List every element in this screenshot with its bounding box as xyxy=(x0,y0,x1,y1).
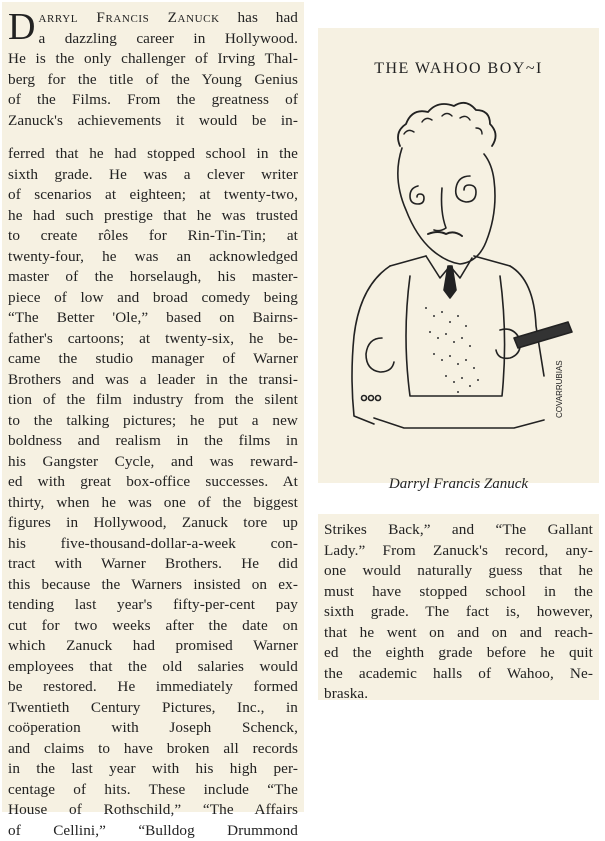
right-text-block xyxy=(318,514,599,700)
text-line: his Gangster Cycle, and was reward- xyxy=(8,452,298,473)
main-paragraph xyxy=(8,144,298,841)
stipple-pattern xyxy=(425,307,479,393)
text-line: Lady.” From Zanuck's record, any- xyxy=(324,541,593,562)
closing-paragraph xyxy=(324,520,593,705)
artist-signature: COVARRUBIAS xyxy=(555,360,564,418)
text-line: a dazzling career in Hollywood. xyxy=(8,29,298,50)
text-line xyxy=(8,8,298,29)
text-line: ed the eighth grade before he quit xyxy=(324,643,593,664)
cartoon-title: THE WAHOO BOY~I xyxy=(318,60,599,78)
text-line: of Cellini,” “Bulldog Drummond xyxy=(8,821,298,841)
name-small-caps: arryl Francis Zanuck xyxy=(38,9,219,26)
text-line: cut for two weeks after the date on xyxy=(8,616,298,637)
cartoon-caption: Darryl Francis Zanuck xyxy=(318,476,599,493)
text-line: of the Films. From the greatness of xyxy=(8,90,298,111)
text-line: twenty-four, he was an acknowledged xyxy=(8,247,298,268)
text-line: House of Rothschild,” “The Affairs xyxy=(8,800,298,821)
text-line: in the last year with his high per- xyxy=(8,759,298,780)
text-line: figures in Hollywood, Zanuck tore up xyxy=(8,513,298,534)
text-line: one would naturally guess that he xyxy=(324,561,593,582)
text-line: must have stopped school in the xyxy=(324,582,593,603)
text-line: his five-thousand-dollar-a-week con- xyxy=(8,534,298,555)
text-line: piece of low and broad comedy being xyxy=(8,288,298,309)
text-line: tract with Warner Brothers. He did xyxy=(8,554,298,575)
text-line: father's cartoons; at twenty-six, he be- xyxy=(8,329,298,350)
text-line: sixth grade. The fact is, however, xyxy=(324,602,593,623)
text-line: ferred that he had stopped school in the xyxy=(8,144,298,165)
caricature-illustration xyxy=(330,76,588,466)
text-line: of scenarios at eighteen; at twenty-two, xyxy=(8,185,298,206)
text-line: boldness and realism in the films in xyxy=(8,431,298,452)
text-line: centage of hits. These include “The xyxy=(8,780,298,801)
text-line: which Zanuck had promised Warner xyxy=(8,636,298,657)
text-line: tending last year's fifty-per-cent pay xyxy=(8,595,298,616)
text-line: that he went on and on and reach- xyxy=(324,623,593,644)
text-line: master of the horselaugh, his master- xyxy=(8,267,298,288)
text-line: the academic halls of Wahoo, Ne- xyxy=(324,664,593,685)
text-line: this because the Warners insisted on ex- xyxy=(8,575,298,596)
cartoon-block xyxy=(318,28,599,483)
text-line: and claims to have broken all records xyxy=(8,739,298,760)
text-line: “The Better 'Ole,” based on Bairns- xyxy=(8,308,298,329)
drop-cap: D xyxy=(8,10,35,44)
text-line: He is the only challenger of Irving Thal- xyxy=(8,49,298,70)
text-line: he had such prestige that he was trusted xyxy=(8,206,298,227)
text-fragment: has had xyxy=(220,9,298,26)
text-line: to the talking pictures; he put a new xyxy=(8,411,298,432)
left-top-block xyxy=(2,2,304,138)
text-line: sixth grade. He was a clever writer xyxy=(8,165,298,186)
text-line: Zanuck's achievements it would be in- xyxy=(8,111,298,132)
text-line: coöperation with Joseph Schenck, xyxy=(8,718,298,739)
left-main-block xyxy=(2,138,304,812)
text-line: ed with great box-office successes. At xyxy=(8,472,298,493)
text-line: to create rôles for Rin-Tin-Tin; at xyxy=(8,226,298,247)
text-line: tion of the film industry from the silent xyxy=(8,390,298,411)
text-line: Twentieth Century Pictures, Inc., in xyxy=(8,698,298,719)
text-line: berg for the title of the Young Genius xyxy=(8,70,298,91)
text-line: Brothers and was a leader in the transi- xyxy=(8,370,298,391)
text-line: thirty, when he was one of the biggest xyxy=(8,493,298,514)
text-line: braska. xyxy=(324,684,593,705)
text-line: Strikes Back,” and “The Gallant xyxy=(324,520,593,541)
text-line: be restored. He immediately formed xyxy=(8,677,298,698)
text-line: came the studio manager of Warner xyxy=(8,349,298,370)
text-line: employees that the old salaries would xyxy=(8,657,298,678)
opening-paragraph xyxy=(8,8,298,131)
